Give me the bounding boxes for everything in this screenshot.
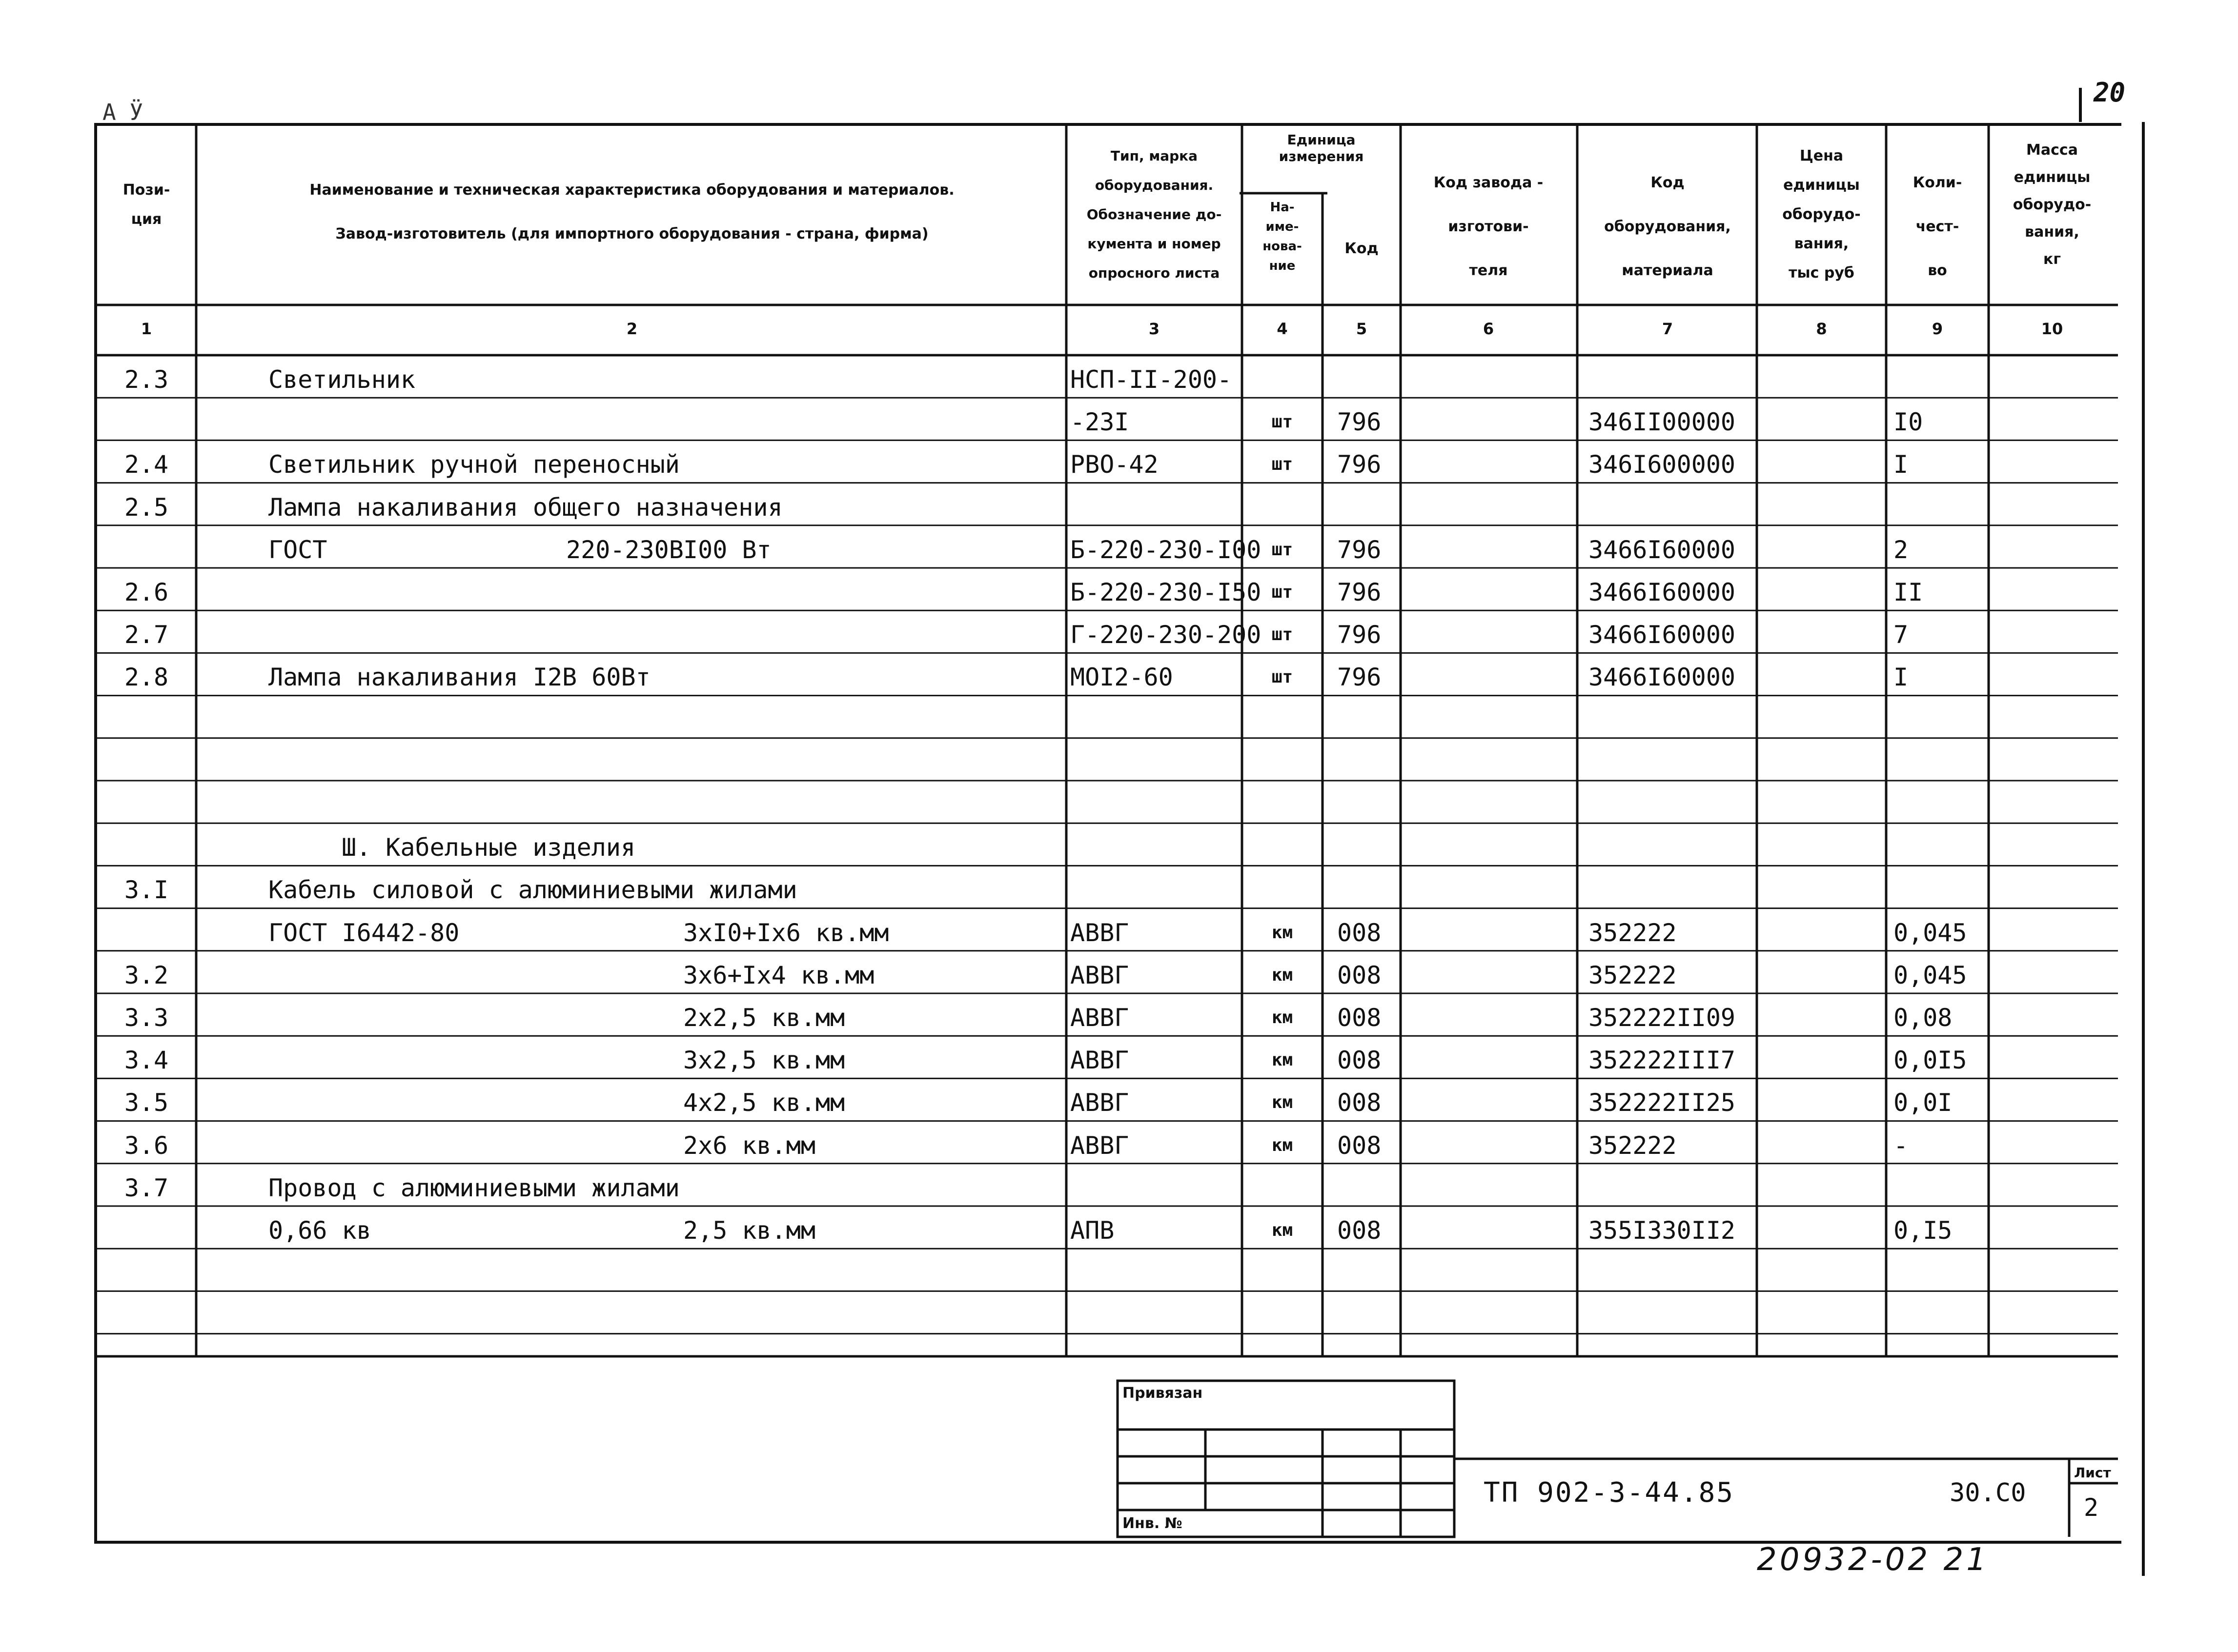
table-row xyxy=(0,398,2238,440)
cell-code: 796 xyxy=(1337,663,1382,692)
cell-name: Лампа накаливания I2В 60Вт xyxy=(268,663,651,692)
cell-type: АВВГ xyxy=(1070,961,1129,989)
table-row xyxy=(0,440,2238,483)
col-header-mass: Масса единицы оборудо- вания, кг xyxy=(2013,141,2092,268)
cell-code: 796 xyxy=(1337,621,1382,649)
table-row xyxy=(0,525,2238,568)
cell-code: 008 xyxy=(1337,1004,1382,1032)
col-header-unit-name: На- име- нова- ние xyxy=(1262,200,1302,273)
cell-pos: 2.4 xyxy=(124,450,169,479)
col-number: 9 xyxy=(1932,320,1943,338)
col-number: 2 xyxy=(626,320,638,338)
cell-equip: 352222 xyxy=(1588,1131,1677,1160)
cell-code: 796 xyxy=(1337,535,1382,564)
table-row xyxy=(0,1121,2238,1164)
cell-code: 796 xyxy=(1337,578,1382,606)
cell-pos: 3.I xyxy=(124,876,169,905)
cell-unit: км xyxy=(1271,1220,1293,1240)
cell-qty: 0,0I5 xyxy=(1893,1046,1967,1075)
table-row xyxy=(0,781,2238,823)
cell-unit: шт xyxy=(1271,582,1293,602)
cell-qty: I xyxy=(1893,663,1909,692)
table-row xyxy=(0,823,2238,866)
cell-pos: 3.6 xyxy=(124,1131,169,1160)
cell-name: ГОСТ xyxy=(268,535,327,564)
table-row xyxy=(0,1206,2238,1249)
table-row xyxy=(0,1291,2238,1333)
cell-qty: - xyxy=(1893,1131,1909,1160)
cell-unit: км xyxy=(1271,922,1293,943)
cell-code: 008 xyxy=(1337,961,1382,989)
cell-pos: 3.2 xyxy=(124,961,169,989)
cell-name3: 2х2,5 кв.мм xyxy=(683,1004,845,1032)
cell-code: 008 xyxy=(1337,918,1382,947)
cell-code: 008 xyxy=(1337,1046,1382,1075)
cell-qty: 0,08 xyxy=(1893,1004,1953,1032)
cell-code: 796 xyxy=(1337,450,1382,479)
cell-qty: II xyxy=(1893,578,1923,606)
table-row xyxy=(0,1334,2238,1376)
col-header-unit-group: Единица измерения xyxy=(1279,132,1364,164)
cell-pos: 3.5 xyxy=(124,1088,169,1117)
cell-name2: Ш. Кабельные изделия xyxy=(342,833,636,862)
cell-equip: 3466I60000 xyxy=(1588,578,1736,606)
cell-unit: шт xyxy=(1271,667,1293,687)
col-header-factory-code: Код завода - изготови- теля xyxy=(1433,174,1544,279)
cell-name: Провод с алюминиевыми жилами xyxy=(268,1173,680,1202)
table-row xyxy=(0,610,2238,653)
col-number: 8 xyxy=(1816,320,1827,338)
section-code: 30.C0 xyxy=(1950,1478,2026,1508)
table-row xyxy=(0,1164,2238,1206)
cell-equip: 352222III7 xyxy=(1588,1046,1736,1075)
col-number: 1 xyxy=(141,320,152,338)
cell-name: Светильник xyxy=(268,365,416,394)
cell-type: Г-220-230-200 xyxy=(1070,621,1261,649)
cell-qty: I0 xyxy=(1893,408,1923,437)
col-number: 5 xyxy=(1356,320,1367,338)
stamp-privyazan: Привязан xyxy=(1122,1385,1203,1402)
cell-unit: км xyxy=(1271,1135,1293,1155)
cell-qty: 0,045 xyxy=(1893,918,1967,947)
cell-code: 796 xyxy=(1337,408,1382,437)
cell-name: 0,66 кв xyxy=(268,1216,371,1245)
cell-unit: шт xyxy=(1271,625,1293,645)
col-header-type: Тип, марка оборудования. Обозначение до- кумента и номер опросного листа xyxy=(1086,148,1222,281)
cell-equip: 3466I60000 xyxy=(1588,621,1736,649)
col-number: 10 xyxy=(2041,320,2063,338)
cell-pos: 2.7 xyxy=(124,621,169,649)
table-row xyxy=(0,1249,2238,1291)
cell-equip: 3466I60000 xyxy=(1588,663,1736,692)
cell-name3: 3х2,5 кв.мм xyxy=(683,1046,845,1075)
col-header-unit-code: Код xyxy=(1344,240,1379,257)
table-row xyxy=(0,993,2238,1036)
cell-name3: 2х6 кв.мм xyxy=(683,1131,815,1160)
table-row xyxy=(0,696,2238,738)
cell-pos: 3.3 xyxy=(124,1004,169,1032)
project-code: ТП 902-3-44.85 xyxy=(1484,1477,1735,1509)
cell-unit: км xyxy=(1271,1050,1293,1070)
cell-type: РВО-42 xyxy=(1070,450,1159,479)
col-header-equipment-code: Код оборудования, материала xyxy=(1604,174,1731,279)
cell-equip: 352222 xyxy=(1588,918,1677,947)
cell-unit: шт xyxy=(1271,454,1293,475)
col-header-position: Пози- ция xyxy=(122,181,170,228)
table-row xyxy=(0,483,2238,525)
cell-type: -23I xyxy=(1070,408,1129,437)
cell-type: Б-220-230-I50 xyxy=(1070,578,1261,606)
stamp-inv-number: Инв. № xyxy=(1122,1515,1182,1532)
cell-unit: шт xyxy=(1271,539,1293,560)
cell-equip: 352222 xyxy=(1588,961,1677,989)
cell-equip: 3466I60000 xyxy=(1588,535,1736,564)
table-row xyxy=(0,653,2238,695)
page-mark: 20 xyxy=(2094,77,2126,108)
col-header-name: Наименование и техническая характеристика оборудования и материалов. Завод-изготовитель (для импортного оборудования - страна, фирма) xyxy=(309,181,955,242)
cell-pos: 3.4 xyxy=(124,1046,169,1075)
cell-unit: км xyxy=(1271,1007,1293,1027)
cell-name2: 220-230В xyxy=(566,535,684,564)
table-row xyxy=(0,908,2238,951)
cell-code: 008 xyxy=(1337,1216,1382,1245)
table-row xyxy=(0,1078,2238,1121)
cell-type: АВВГ xyxy=(1070,918,1129,947)
cell-pos: 2.8 xyxy=(124,663,169,692)
cell-name3: 2,5 кв.мм xyxy=(683,1216,815,1245)
cell-name: Лампа накаливания общего назначения xyxy=(268,493,783,522)
col-number: 7 xyxy=(1662,320,1673,338)
cell-equip: 355I330II2 xyxy=(1588,1216,1736,1245)
col-number: 3 xyxy=(1148,320,1160,338)
table-row xyxy=(0,568,2238,610)
table-row xyxy=(0,866,2238,908)
cell-type: АВВГ xyxy=(1070,1131,1129,1160)
table-row xyxy=(0,1036,2238,1078)
cell-unit: км xyxy=(1271,965,1293,985)
cell-qty: 0,I5 xyxy=(1893,1216,1953,1245)
cell-equip: 352222II09 xyxy=(1588,1004,1736,1032)
cell-qty: 0,045 xyxy=(1893,961,1967,989)
sheet-label: Лист xyxy=(2074,1465,2111,1481)
corner-mark: А Ӱ xyxy=(102,99,143,125)
cell-pos: 2.5 xyxy=(124,493,169,522)
cell-name3: 3хI0+Iх6 кв.мм xyxy=(683,918,889,947)
table-row xyxy=(0,951,2238,993)
cell-qty: 2 xyxy=(1893,535,1909,564)
cell-type: НСП-II-200- xyxy=(1070,365,1232,394)
cell-pos: 2.3 xyxy=(124,365,169,394)
cell-pos: 3.7 xyxy=(124,1173,169,1202)
col-header-price: Цена единицы оборудо- вания, тыс руб xyxy=(1782,147,1861,282)
col-number: 4 xyxy=(1277,320,1288,338)
cell-name: ГОСТ I6442-80 xyxy=(268,918,460,947)
cell-type: МОI2-60 xyxy=(1070,663,1173,692)
cell-name3: I00 Вт xyxy=(683,535,772,564)
cell-unit: км xyxy=(1271,1092,1293,1113)
cell-type: АПВ xyxy=(1070,1216,1115,1245)
footer-number: 20932-02 21 xyxy=(1757,1542,1989,1578)
cell-equip: 346I600000 xyxy=(1588,450,1736,479)
col-number: 6 xyxy=(1483,320,1494,338)
cell-name3: 3х6+Iх4 кв.мм xyxy=(683,961,875,989)
cell-code: 008 xyxy=(1337,1131,1382,1160)
cell-type: АВВГ xyxy=(1070,1004,1129,1032)
table-row xyxy=(0,738,2238,781)
sheet-number: 2 xyxy=(2084,1493,2099,1522)
cell-pos: 2.6 xyxy=(124,578,169,606)
cell-code: 008 xyxy=(1337,1088,1382,1117)
cell-qty: I xyxy=(1893,450,1909,479)
cell-equip: 352222II25 xyxy=(1588,1088,1736,1117)
cell-type: Б-220-230-I00 xyxy=(1070,535,1261,564)
cell-equip: 346II00000 xyxy=(1588,408,1736,437)
cell-qty: 7 xyxy=(1893,621,1909,649)
cell-name3: 4х2,5 кв.мм xyxy=(683,1088,845,1117)
cell-type: АВВГ xyxy=(1070,1088,1129,1117)
cell-type: АВВГ xyxy=(1070,1046,1129,1075)
table-row xyxy=(0,355,2238,398)
col-header-quantity: Коли- чест- во xyxy=(1912,174,1962,279)
cell-qty: 0,0I xyxy=(1893,1088,1953,1117)
cell-name: Кабель силовой с алюминиевыми жилами xyxy=(268,876,797,905)
cell-name: Светильник ручной переносный xyxy=(268,450,680,479)
cell-unit: шт xyxy=(1271,412,1293,432)
